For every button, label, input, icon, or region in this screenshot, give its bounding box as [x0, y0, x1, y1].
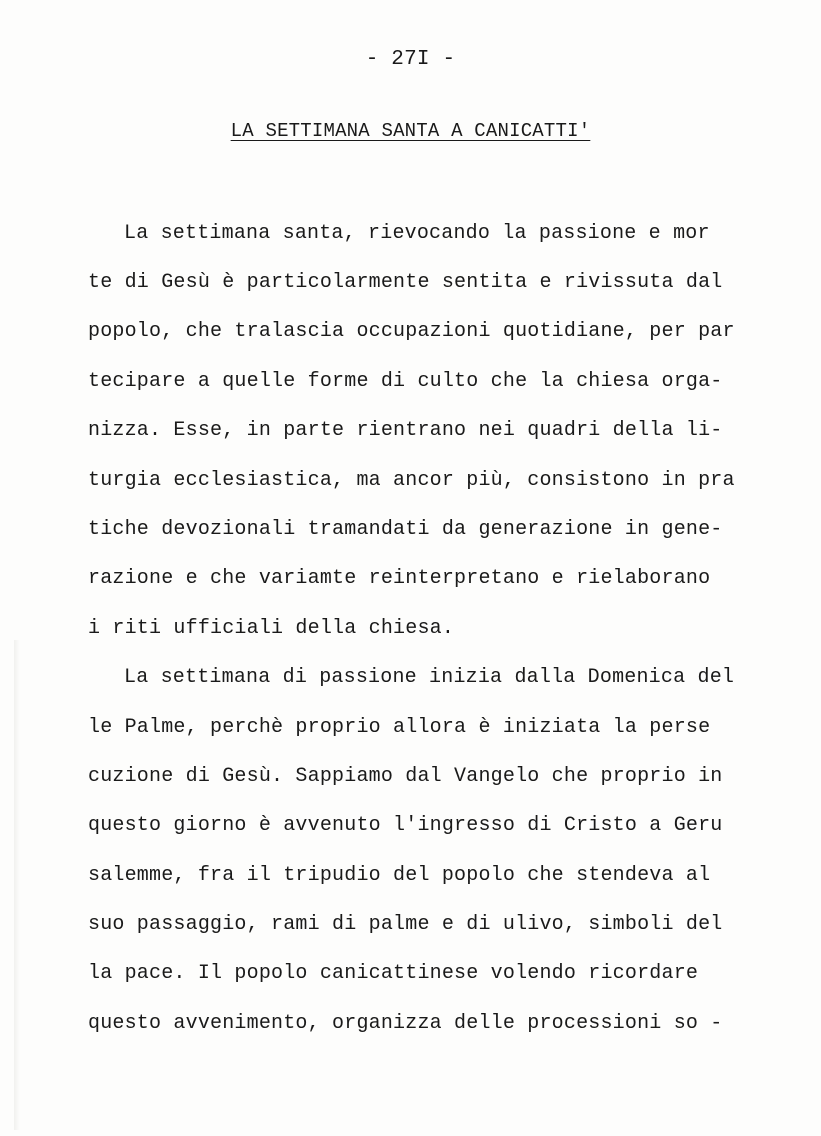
text-line: questo avvenimento, organizza delle processioni so - — [88, 1012, 723, 1035]
text-line: La settimana santa, rievocando la passione e mor — [124, 222, 710, 245]
page-title: LA SETTIMANA SANTA A CANICATTI' — [230, 120, 591, 142]
text-line: cuzione di Gesù. Sappiamo dal Vangelo che proprio in — [88, 765, 723, 788]
text-line: popolo, che tralascia occupazioni quotidiane, per par — [88, 320, 735, 343]
text-line: i riti ufficiali della chiesa. — [88, 617, 455, 640]
text-line: questo giorno è avvenuto l'ingresso di Cristo a Geru — [88, 814, 723, 837]
text-line: La settimana di passione inizia dalla Domenica del — [124, 666, 735, 689]
text-line: tiche devozionali tramandati da generazione in gene- — [88, 518, 723, 541]
text-line: salemme, fra il tripudio del popolo che stendeva al — [88, 864, 711, 887]
text-line: te di Gesù è particolarmente sentita e rivissuta dal — [88, 271, 723, 294]
text-line: le Palme, perchè proprio allora è iniziata la perse — [88, 716, 711, 739]
text-line: razione e che variamte reinterpretano e rielaborano — [88, 567, 711, 590]
text-line: tecipare a quelle forme di culto che la chiesa orga- — [88, 370, 723, 393]
scan-shadow — [14, 640, 20, 1130]
text-line: la pace. Il popolo canicattinese volendo ricordare — [88, 962, 699, 985]
page-number: - 27I - — [365, 48, 456, 71]
text-line: nizza. Esse, in parte rientrano nei quadri della li- — [88, 419, 723, 442]
text-line: turgia ecclesiastica, ma ancor più, consistono in pra — [88, 469, 735, 492]
text-line: suo passaggio, rami di palme e di ulivo, simboli del — [88, 913, 723, 936]
